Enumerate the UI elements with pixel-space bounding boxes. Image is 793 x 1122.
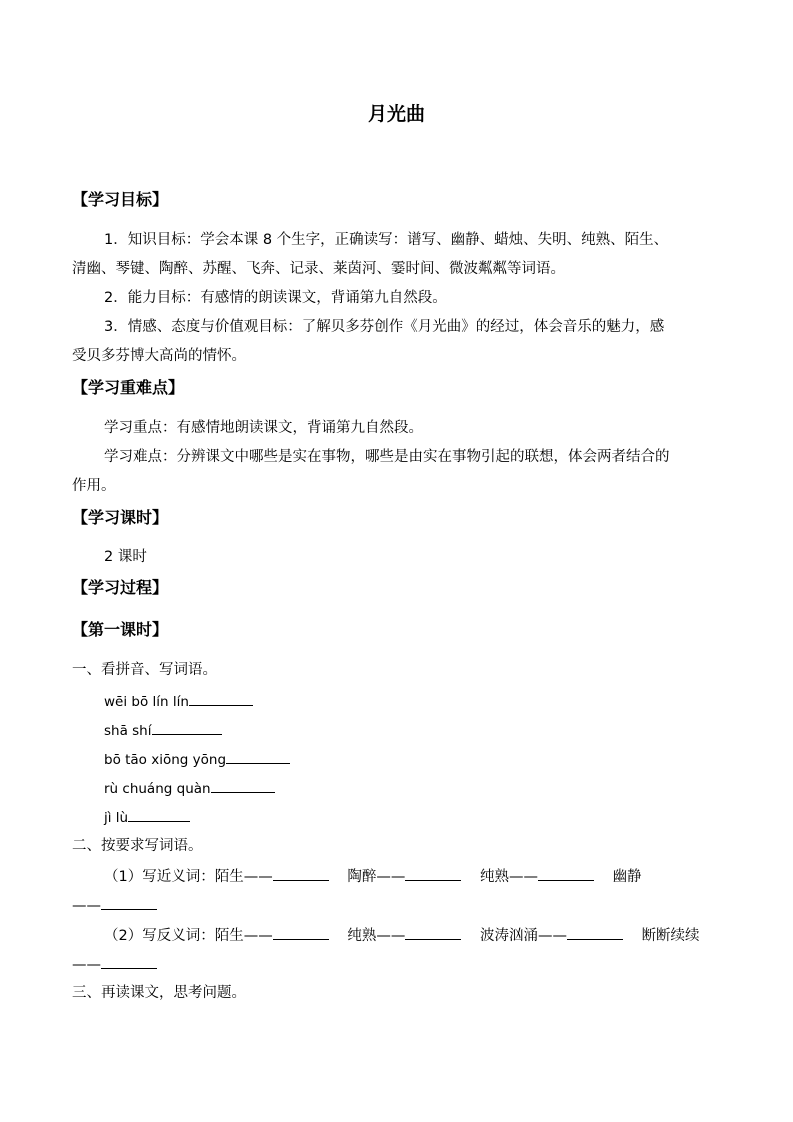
pinyin-text: wēi bō lín lín [104, 694, 189, 710]
exercise-3-title: 三、再读课文，思考问题。 [72, 985, 246, 1001]
synonym-row [104, 865, 642, 887]
synonym-word: 幽静 [612, 869, 642, 885]
answer-blank[interactable] [567, 924, 623, 940]
answer-blank[interactable] [538, 865, 594, 881]
answer-blank[interactable] [405, 924, 461, 940]
pinyin-item [104, 777, 275, 799]
antonym-row-continuation [72, 953, 157, 975]
keypoints-heading: 【学习重难点】 [72, 378, 185, 397]
objective-2: 2．能力目标：有感情的朗读课文，背诵第九自然段。 [104, 290, 447, 306]
pinyin-text: shā shí [104, 723, 152, 739]
exercise-2-title: 二、按要求写词语。 [72, 838, 203, 854]
pinyin-text: rù chuáng quàn [104, 781, 211, 797]
pinyin-text: jì lù [104, 810, 129, 826]
antonym-word: 纯熟—— [347, 928, 406, 944]
antonym-word: 断断续续 [641, 928, 700, 944]
synonym-label: （1）写近义词：陌生—— [104, 869, 273, 885]
page-title: 月光曲 [367, 103, 425, 125]
hours-heading: 【学习课时】 [72, 508, 169, 527]
lesson-1-heading: 【第一课时】 [72, 620, 169, 639]
answer-blank[interactable] [226, 748, 290, 764]
exercise-1-title: 一、看拼音、写词语。 [72, 662, 217, 678]
pinyin-item [104, 806, 190, 828]
answer-blank[interactable] [101, 953, 157, 969]
antonym-label: （2）写反义词：陌生—— [104, 928, 273, 944]
dash: —— [72, 898, 101, 914]
pinyin-item [104, 748, 290, 770]
pinyin-item [104, 690, 253, 712]
answer-blank[interactable] [405, 865, 461, 881]
answer-blank[interactable] [211, 777, 275, 793]
antonym-word: 波涛汹涌—— [479, 928, 567, 944]
hours-value: 2 课时 [104, 549, 147, 565]
difficulty-line-1: 学习难点：分辨课文中哪些是实在事物，哪些是由实在事物引起的联想，体会两者结合的 [104, 449, 670, 465]
answer-blank[interactable] [189, 690, 253, 706]
difficulty-line-2: 作用。 [72, 478, 116, 494]
dash: —— [72, 957, 101, 973]
answer-blank[interactable] [273, 865, 329, 881]
antonym-row [104, 924, 700, 946]
synonym-word: 陶醉—— [347, 869, 406, 885]
pinyin-item [104, 719, 222, 741]
key-point: 学习重点：有感情地朗读课文，背诵第九自然段。 [104, 420, 423, 436]
answer-blank[interactable] [152, 719, 222, 735]
objectives-heading: 【学习目标】 [72, 190, 169, 209]
objective-3-line-1: 3．情感、态度与价值观目标：了解贝多芬创作《月光曲》的经过，体会音乐的魅力，感 [104, 319, 665, 335]
answer-blank[interactable] [273, 924, 329, 940]
process-heading: 【学习过程】 [72, 578, 169, 597]
synonym-word: 纯熟—— [479, 869, 538, 885]
answer-blank[interactable] [128, 806, 190, 822]
pinyin-text: bō tāo xiōng yōng [104, 752, 227, 768]
objective-1-line-2: 清幽、琴键、陶醉、苏醒、飞奔、记录、莱茵河、霎时间、微波粼粼等词语。 [72, 261, 565, 277]
objective-3-line-2: 受贝多芬博大高尚的情怀。 [72, 348, 246, 364]
answer-blank[interactable] [101, 894, 157, 910]
objective-1-line-1: 1．知识目标：学会本课 8 个生字，正确读写：谱写、幽静、蜡烛、失明、纯熟、陌生、 [104, 232, 669, 248]
synonym-row-continuation [72, 894, 157, 916]
